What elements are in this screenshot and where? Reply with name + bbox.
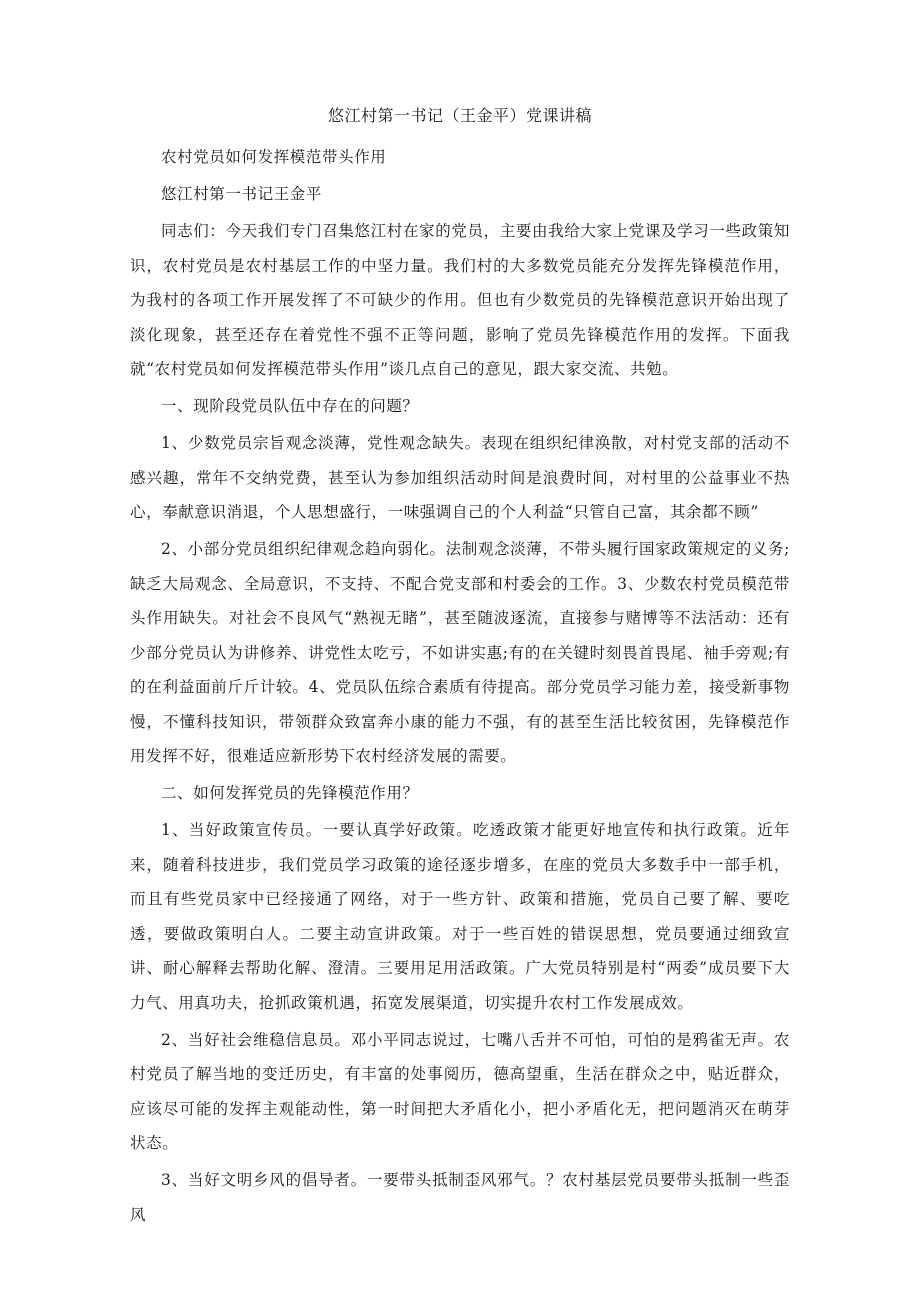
paragraph-intro: 同志们：今天我们专门召集悠江村在家的党员，主要由我给大家上党课及学习一些政策知识，农村党员是农村基层工作的中坚力量。我们村的大多数党员能充分发挥先锋模范作用，为我村的各项工作开展发挥了不可缺少的作用。但也有少数党员的先锋模范意识开始出现了淡化现象，甚至还存在着党性不强不正等问题，影响了党员先锋模范作用的发挥。下面我就“农村党员如何发挥模范带头作用”谈几点自己的意见，跟大家交流、共勉。: [130, 222, 790, 378]
paragraph-issue-2-4: 2、小部分党员组织纪律观念趋向弱化。法制观念淡薄，不带头履行国家政策规定的义务;缺乏大局观念、全局意识，不支持、不配合党支部和村委会的工作。3、少数农村党员模范带头作用缺失。对社会不良风气“熟视无睹”，甚至随波逐流，直接参与赌博等不法活动：还有少部分党员认为讲修养、讲党性太吃亏，不如讲实惠;有的在关键时刻畏首畏尾、袖手旁观;有的在利益面前斤斤计较。4、党员队伍综合素质有待提高。部分党员学习能力差，接受新事物慢，不懂科技知识，带领群众致富奔小康的能力不强，有的甚至生活比较贫困，先锋模范作用发挥不好，很难适应新形势下农村经济发展的需要。: [130, 540, 790, 765]
paragraph-role-2: 2、当好社会维稳信息员。邓小平同志说过，七嘴八舌并不可怕，可怕的是鸦雀无声。农村党员了解当地的变迁历史，有丰富的处事阅历，德高望重，生活在群众之中，贴近群众，应该尽可能的发挥主观能动性，第一时间把大矛盾化小，把小矛盾化无，把问题消灭在萌芽状态。: [130, 1030, 790, 1152]
paragraph-role-3: 3、当好文明乡风的倡导者。一要带头抵制歪风邪气。？农村基层党员要带头抵制一些歪风: [130, 1171, 790, 1224]
paragraph-issue-1: 1、少数党员宗旨观念淡薄，党性观念缺失。表现在组织纪律涣散，对村党支部的活动不感兴趣，常年不交纳党费，甚至认为参加组织活动时间是浪费时间，对村里的公益事业不热心，奉献意识消退，个人思想盛行，一味强调自己的个人利益“只管自己富，其余都不顾”: [130, 434, 790, 521]
document-subtitle: 农村党员如何发挥模范带头作用: [161, 148, 387, 166]
document-page: [130, 104, 790, 1235]
paragraph-role-1: 1、当好政策宣传员。一要认真学好政策。吃透政策才能更好地宣传和执行政策。近年来，随着科技进步，我们党员学习政策的途径逐步增多，在座的党员大多数手中一部手机，而且有些党员家中已经接通了网络，对于一些方针、政策和措施，党员自己要了解、要吃透，要做政策明白人。二要主动宣讲政策。对于一些百姓的错误思想，党员要通过细致宣讲、耐心解释去帮助化解、澄清。三要用足用活政策。广大党员特别是村“两委”成员要下大力气、用真功夫，抢抓政策机遇，拓宽发展渠道，切实提升农村工作发展成效。: [130, 821, 790, 1012]
section-heading-2: 二、如何发挥党员的先锋模范作用？: [161, 784, 419, 802]
document-author: 悠江村第一书记王金平: [161, 185, 323, 203]
section-heading-1: 一、现阶段党员队伍中存在的问题？: [161, 397, 419, 415]
document-title: 悠江村第一书记（王金平）党课讲稿: [327, 106, 592, 125]
